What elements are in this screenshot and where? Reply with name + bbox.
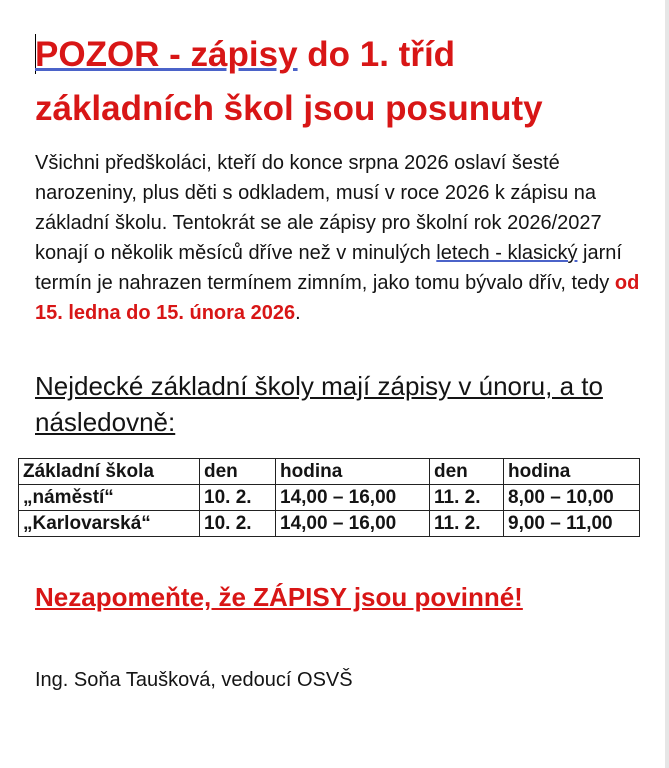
table-cell: „náměstí“ — [19, 485, 200, 511]
table-cell: 8,00 – 10,00 — [504, 485, 640, 511]
table-header-cell: den — [200, 459, 276, 485]
title-line-2: základních škol jsou posunuty — [35, 89, 543, 128]
table-cell: 14,00 – 16,00 — [276, 485, 430, 511]
intro-text-2: jarní termín je nahrazen termínem zimním, jako tomu bývalo dřív, tedy — [35, 242, 622, 294]
table-header-cell: hodina — [504, 459, 640, 485]
table-cell: 9,00 – 11,00 — [504, 511, 640, 537]
table-cell: 14,00 – 16,00 — [276, 511, 430, 537]
table-header-row — [19, 459, 640, 485]
table-cell: 11. 2. — [430, 485, 504, 511]
table-header-cell: den — [430, 459, 504, 485]
table-row — [19, 511, 640, 537]
enrollment-schedule-table[interactable] — [18, 458, 640, 537]
document-title[interactable] — [35, 28, 655, 136]
schools-subheading[interactable]: Nejdecké základní školy mají zápisy v únoru, a to následovně: — [35, 371, 603, 437]
title-part-marked: POZOR - zápisy — [35, 35, 298, 74]
signature-line[interactable]: Ing. Soňa Taušková, vedoucí OSVŠ — [35, 669, 353, 691]
title-part-rest: do 1. tříd — [297, 35, 456, 74]
reminder-heading[interactable]: Nezapomeňte, že ZÁPISY jsou povinné! — [35, 582, 523, 612]
table-cell: 10. 2. — [200, 511, 276, 537]
intro-text-1: Všichni předškoláci, kteří do konce srpna 2026 oslaví šesté narozeniny, plus děti s odkladem, musí v roce 2026 k zápisu na základní školu. Tentokrát se ale zápisy pro školní rok 2026/2027 konají o několik měsíců dříve než v minulých — [35, 152, 602, 264]
table-header-cell: hodina — [276, 459, 430, 485]
intro-end: . — [295, 302, 301, 324]
intro-date-range: od 15. ledna do 15. února 2026 — [35, 272, 640, 324]
table-header-cell: Základní škola — [19, 459, 200, 485]
table-cell: „Karlovarská“ — [19, 511, 200, 537]
table-cell: 10. 2. — [200, 485, 276, 511]
table-cell: 11. 2. — [430, 511, 504, 537]
page-edge — [665, 0, 669, 768]
table-row — [19, 485, 640, 511]
intro-paragraph[interactable] — [35, 148, 640, 328]
intro-underlined-text: letech - klasický — [436, 242, 578, 264]
